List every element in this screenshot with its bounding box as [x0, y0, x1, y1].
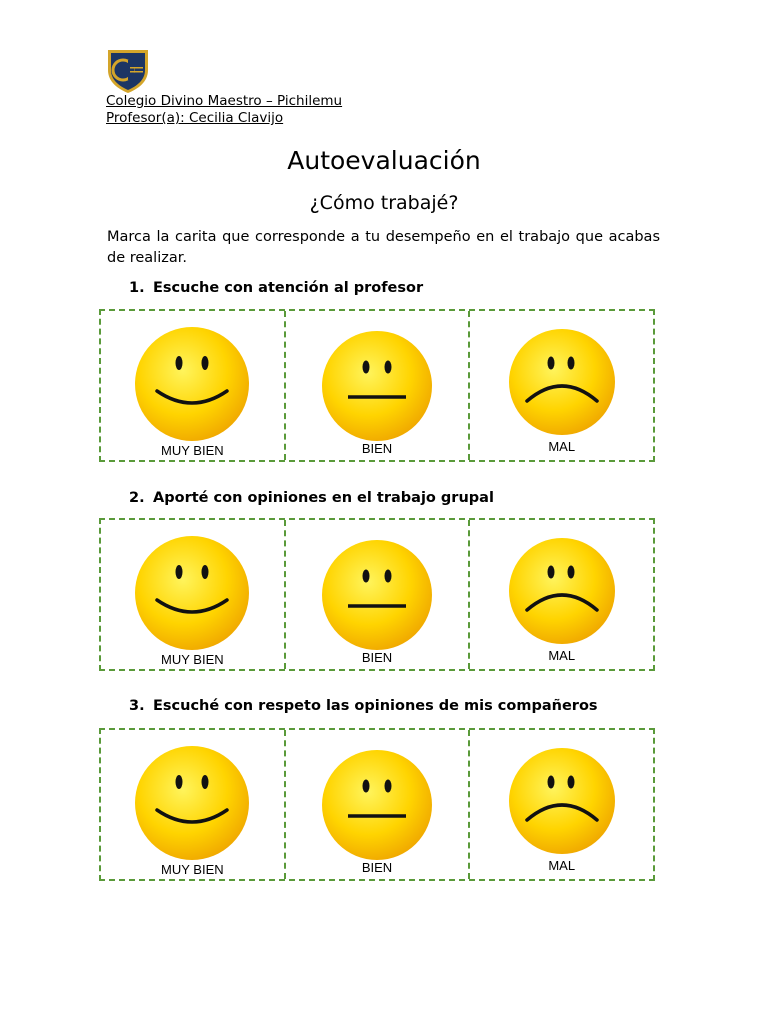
option-muy-bien[interactable]	[101, 520, 286, 669]
option-label: MUY BIEN	[161, 862, 224, 877]
neutral-face-icon	[320, 748, 434, 862]
question-text: Aporté con opiniones en el trabajo grupal	[153, 490, 494, 506]
question-number: 1.	[129, 280, 145, 296]
question-text: Escuche con atención al profesor	[153, 280, 424, 296]
option-bien[interactable]	[286, 311, 471, 460]
sad-face-icon	[507, 536, 617, 646]
neutral-face-icon	[320, 329, 434, 443]
rating-table-2	[99, 518, 655, 671]
rating-table-3	[99, 728, 655, 881]
option-label: MAL	[548, 858, 576, 873]
school-name: Colegio Divino Maestro – Pichilemu	[106, 93, 343, 109]
option-label: MAL	[548, 648, 576, 663]
option-label: BIEN	[361, 441, 393, 456]
page-subtitle: ¿Cómo trabajé?	[309, 192, 459, 214]
neutral-face-icon	[320, 538, 434, 652]
question-text: Escuché con respeto las opiniones de mis compañeros	[153, 698, 598, 714]
sad-face-icon	[507, 746, 617, 856]
page-title: Autoevaluación	[287, 146, 481, 175]
option-label: BIEN	[361, 860, 393, 875]
option-label: BIEN	[361, 650, 393, 665]
option-bien[interactable]	[286, 520, 471, 669]
sad-face-icon	[507, 327, 617, 437]
option-muy-bien[interactable]	[101, 730, 286, 879]
rating-table-1	[99, 309, 655, 462]
option-muy-bien[interactable]	[101, 311, 286, 460]
question-2	[129, 489, 494, 507]
teacher-name: Profesor(a): Cecilia Clavijo	[106, 110, 284, 126]
question-1	[129, 279, 423, 297]
happy-face-icon	[133, 744, 251, 862]
happy-face-icon	[133, 534, 251, 652]
question-number: 3.	[129, 698, 145, 714]
option-mal[interactable]	[470, 311, 653, 460]
option-mal[interactable]	[470, 730, 653, 879]
option-label: MUY BIEN	[161, 652, 224, 667]
option-label: MAL	[548, 439, 576, 454]
instructions-text: Marca la carita que corresponde a tu desempeño en el trabajo que acabas de realizar.	[107, 229, 660, 266]
school-crest-logo	[106, 48, 150, 94]
question-3	[129, 697, 598, 715]
happy-face-icon	[133, 325, 251, 443]
question-number: 2.	[129, 490, 145, 506]
option-mal[interactable]	[470, 520, 653, 669]
option-label: MUY BIEN	[161, 443, 224, 458]
option-bien[interactable]	[286, 730, 471, 879]
